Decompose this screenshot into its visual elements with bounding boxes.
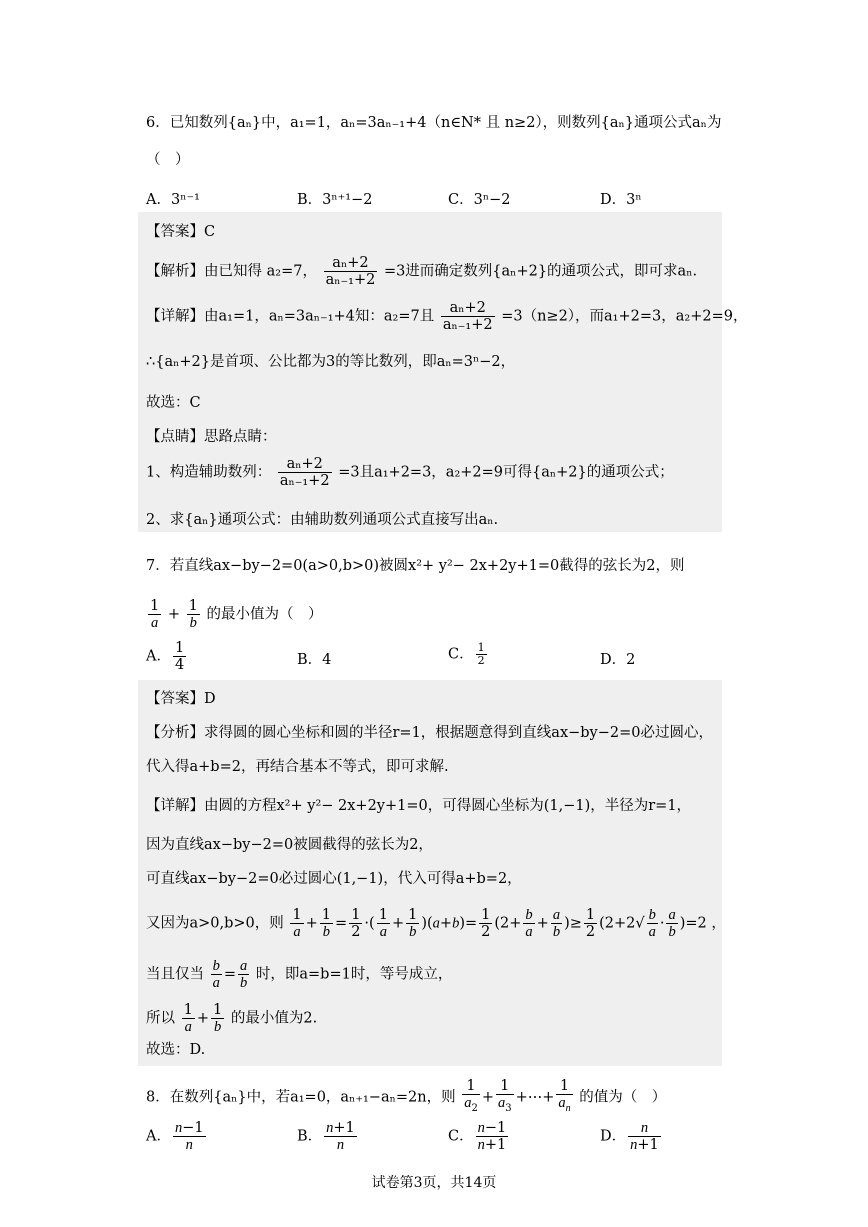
q6-detail-text-b: =3（n≥2），而a₁+2=3，a₂+2=9， <box>501 308 748 325</box>
q6-tip1-text-a: 1、构造辅助数列： <box>146 464 272 481</box>
q7-detail5-text-a: 当且仅当 <box>146 966 204 983</box>
q7-analysis1: 【分析】求得圆的圆心坐标和圆的半径r=1，根据题意得到直线ax−by−2=0必过圆心， <box>146 725 713 741</box>
q7-detail6: 所以 $\frac{1}{a}$ + $\frac{1}{b}$ 的最小值为2. <box>146 1002 318 1035</box>
q7-detail2: 因为直线ax−by−2=0被圆截得的弦长为2， <box>146 837 433 853</box>
page-footer: 试卷第3页，共14页 <box>371 1175 497 1191</box>
q6-analysis-fraction: $\frac{\text{aₙ+2}}{\text{aₙ₋₁+2}}$ <box>325 255 376 288</box>
q8-stem-text-a: 8．在数列{aₙ}中，若a₁=0，aₙ₊₁−aₙ=2n，则 <box>146 1089 456 1106</box>
q6-choice: 故选：C <box>146 395 201 411</box>
q6-tip2: 2、求{aₙ}通项公式：由辅助数列通项公式直接写出aₙ. <box>146 512 499 528</box>
q7-stem-fraction-a: $\frac{1}{a}$ <box>150 598 160 631</box>
q7-detail3: 可直线ax−by−2=0必过圆心(1,−1)，代入可得a+b=2， <box>146 871 522 887</box>
q6-conclusion: ∴{aₙ+2}是首项、公比都为3的等比数列，即aₙ=3ⁿ−2， <box>146 354 516 370</box>
q6-tip1-text-b: =3且a₁+2=3，a₂+2=9可得{aₙ+2}的通项公式； <box>338 464 674 481</box>
q8-option-b: B． $\frac{n+1}{n}$ <box>297 1120 355 1153</box>
q7-answer: 【答案】D <box>146 691 216 707</box>
q8-option-a: A． $\frac{n-1}{n}$ <box>146 1120 204 1153</box>
q6-stem: 6．已知数列{aₙ}中，a₁=1，aₙ=3aₙ₋₁+4（n∈N* 且 n≥2），则数列{aₙ}通项公式aₙ为 <box>146 115 722 131</box>
q6-tip1 <box>146 456 674 489</box>
q7-choice: 故选：D. <box>146 1042 206 1058</box>
q7-detail4-text: 又因为a>0,b>0，则 <box>146 915 284 932</box>
q7-option-c: C． $\frac{1}{2}$ <box>448 641 485 667</box>
q6-option-d: D．3ⁿ <box>600 192 642 208</box>
q7-stem: 7．若直线ax−by−2=0(a>0,b>0)被圆x²+ y²− 2x+2y+1=0截得的弦长为2，则 <box>146 558 685 574</box>
q6-paren: （ ） <box>146 152 190 168</box>
q6-detail-text-a: 【详解】由a₁=1，aₙ=3aₙ₋₁+4知：a₂=7且 <box>146 308 435 325</box>
q6-option-c: C．3ⁿ−2 <box>448 192 511 208</box>
q6-analysis-text-a: 【解析】由已知得 a₂=7， <box>146 263 317 280</box>
q7-analysis2: 代入得a+b=2，再结合基本不等式，即可求解. <box>146 759 449 775</box>
q6-analysis-text-b: =3进而确定数列{aₙ+2}的通项公式，即可求aₙ. <box>383 263 698 280</box>
q7-detail4: 又因为a>0,b>0，则 $\frac{1}{a}$ + $\frac{1}{b}$ = $\frac{1}{2}$ ·( $\frac{1}{a}$ + $\frac{1}{b}$ )(a+b)= $\frac{1}{2}$ (2+ $\frac{b}{a}$ + $\frac{a}{b}$ )≥ $\frac{1}{2}$ (2+2√ $\frac{b}{a}$ · $\frac{a}{b}$ )=2 ， <box>146 907 726 940</box>
q6-detail <box>146 300 747 333</box>
q6-answer: 【答案】C <box>146 224 216 240</box>
q7-detail5: 当且仅当 $\frac{b}{a}$ = $\frac{a}{b}$ 时，即a=b=1时，等号成立， <box>146 958 453 991</box>
q7-option-b: B．4 <box>297 652 332 668</box>
q6-detail-fraction: $\frac{\text{aₙ+2}}{\text{aₙ₋₁+2}}$ <box>442 300 493 333</box>
q7-option-a: A． $\frac{1}{4}$ <box>146 640 185 673</box>
q7-stem2: $\frac{1}{a}$ + $\frac{1}{b}$ 的最小值为（ ） <box>150 598 323 631</box>
q7-option-d: D．2 <box>600 652 636 668</box>
q8-stem-text-b: 的值为（ ） <box>579 1089 667 1106</box>
q7-detail5-text-b: 时，即a=b=1时，等号成立， <box>255 966 453 983</box>
q6-option-a: A．3ⁿ⁻¹ <box>146 192 200 208</box>
q6-analysis <box>146 255 697 288</box>
q8-option-c: C． $\frac{n-1}{n+1}$ <box>448 1120 507 1153</box>
q7-detail1: 【详解】由圆的方程x²+ y²− 2x+2y+1=0，可得圆心坐标为(1,−1)，半径为r=1， <box>146 798 692 814</box>
q7-stem-fraction-b: $\frac{1}{b}$ <box>188 598 198 631</box>
q7-detail6-text-a: 所以 <box>146 1010 175 1027</box>
q6-tip1-fraction: $\frac{\text{aₙ+2}}{\text{aₙ₋₁+2}}$ <box>279 456 330 489</box>
q7-detail6-text-b: 的最小值为2. <box>230 1010 318 1027</box>
q7-stem2-text: 的最小值为（ ） <box>206 606 323 623</box>
q8-option-d: D． $\frac{n}{n+1}$ <box>600 1120 659 1153</box>
q6-option-b: B．3ⁿ⁺¹−2 <box>297 192 373 208</box>
q6-tips-title: 【点睛】思路点睛： <box>146 429 277 445</box>
q8-stem: 8．在数列{aₙ}中，若a₁=0，aₙ₊₁−aₙ=2n，则 $\frac{1}{a_2}$ + $\frac{1}{a_3}$ +⋯+ $\frac{1}{a_n}$ 的值为（ ） <box>146 1078 667 1114</box>
